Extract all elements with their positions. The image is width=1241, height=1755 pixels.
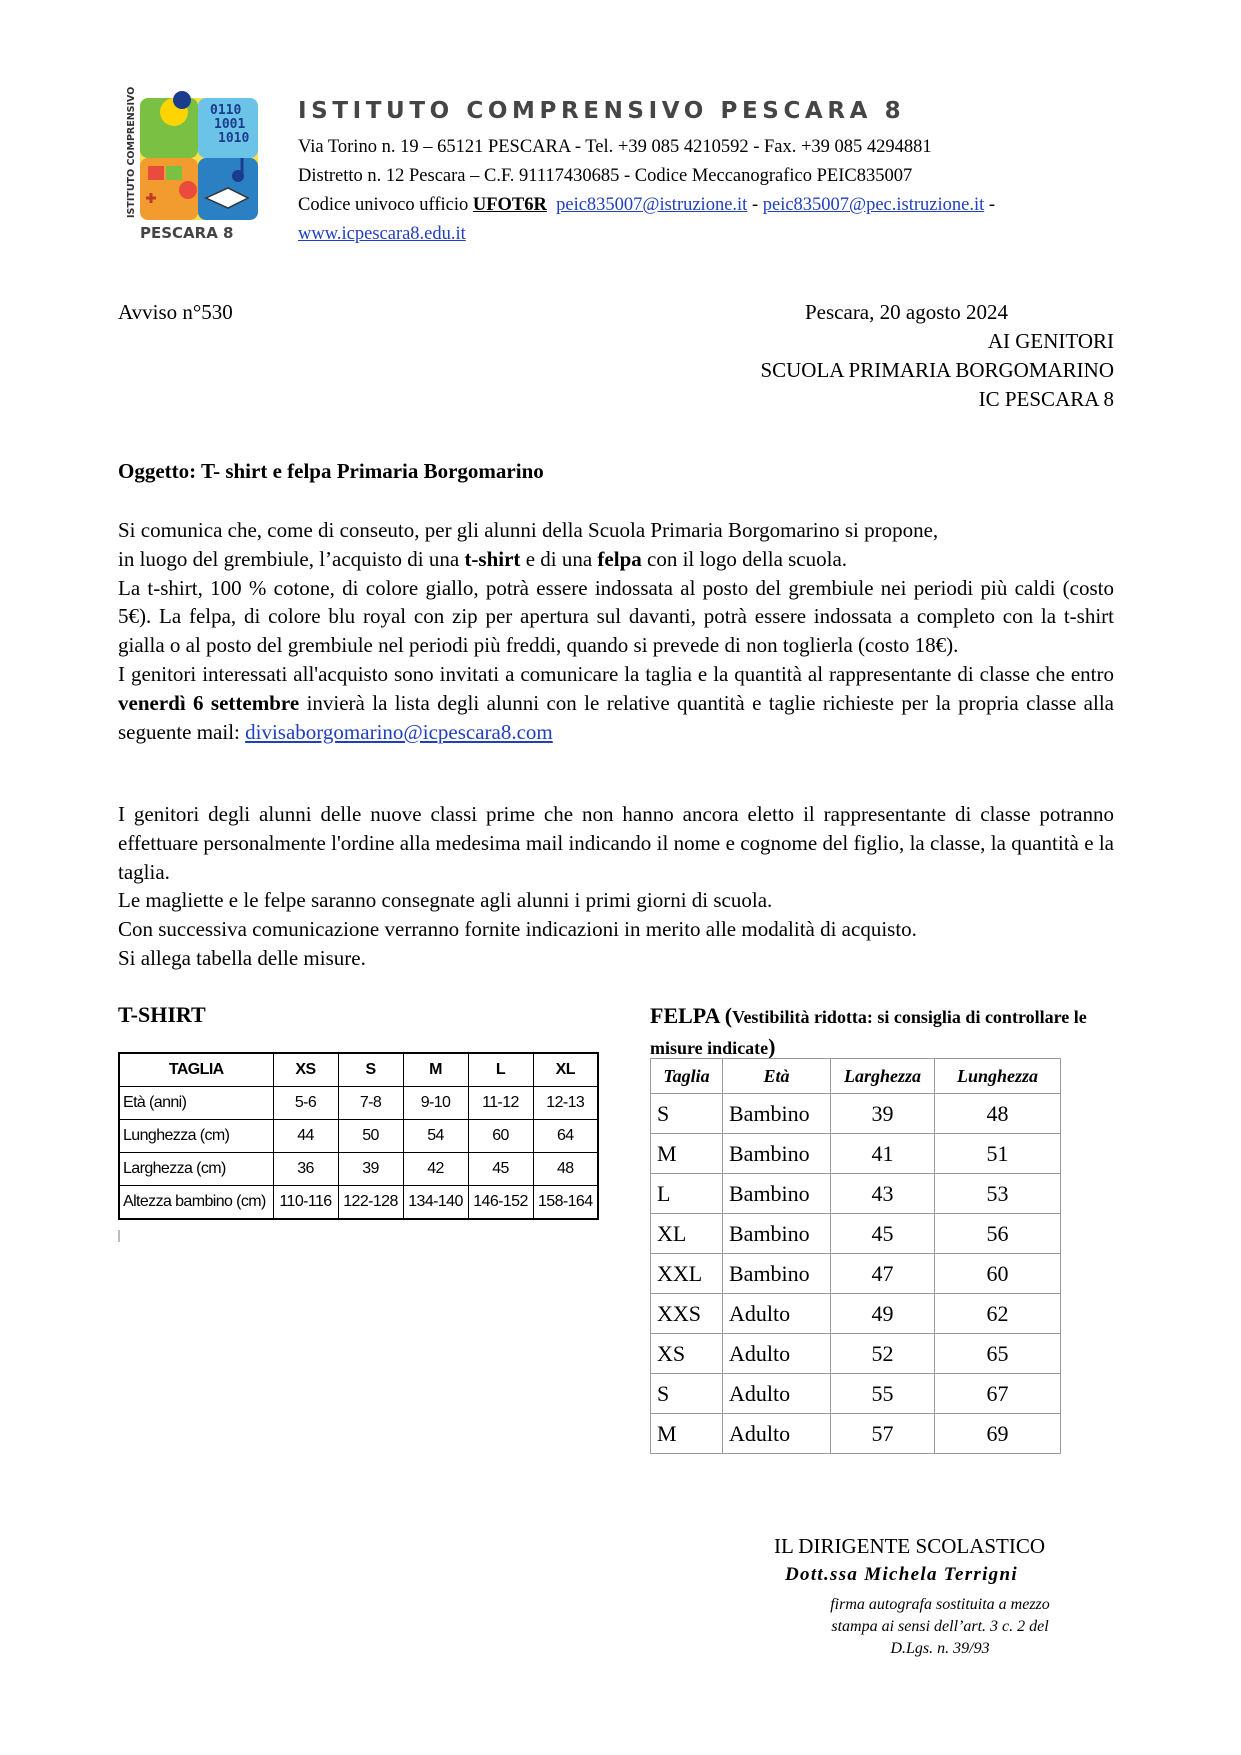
table-cell: 60 [935, 1254, 1061, 1294]
recipient-2: SCUOLA PRIMARIA BORGOMARINO [760, 358, 1114, 382]
table-cell: S [651, 1094, 723, 1134]
paragraph-4: I genitori degli alunni delle nuove classi prime che non hanno ancora eletto il rappresentante di classe potranno effettuare personalmente l'ordine alla medesima mail indicando il nome e cognome del figlio, la classe, la quantità e la taglia. [118, 802, 1114, 884]
table-cell: Adulto [723, 1414, 831, 1454]
p3-text: I genitori interessati all'acquisto sono invitati a comunicare la taglia e la quantità al rappresentante di classe che entro [118, 661, 1114, 686]
table-cell: 12-13 [533, 1087, 598, 1120]
website-line [298, 224, 466, 245]
table-row [119, 1153, 598, 1186]
codice-value: UFOT6R [472, 195, 547, 215]
table-cell: XL [651, 1214, 723, 1254]
paragraph-5: Le magliette e le felpe saranno consegnate agli alunni i primi giorni di scuola. [118, 888, 773, 913]
table-cell: 11-12 [468, 1087, 533, 1120]
deadline-bold: venerdì 6 settembre [118, 690, 300, 715]
table-row [651, 1414, 1061, 1454]
table-cell: 64 [533, 1120, 598, 1153]
tshirt-bold: t-shirt [464, 546, 521, 571]
paragraph-3 [118, 660, 1114, 746]
table-cell: XXL [651, 1254, 723, 1294]
table-row [651, 1094, 1061, 1134]
table-cell: Adulto [723, 1374, 831, 1414]
table-cell: 45 [468, 1153, 533, 1186]
table-edge-mark [118, 1230, 120, 1242]
table-cell: L [651, 1174, 723, 1214]
table-cell: 57 [831, 1414, 935, 1454]
table-cell: M [651, 1134, 723, 1174]
table-cell: Bambino [723, 1254, 831, 1294]
table-cell: 158-164 [533, 1186, 598, 1220]
table-cell: 43 [831, 1174, 935, 1214]
table-cell: 53 [935, 1174, 1061, 1214]
table-cell: Bambino [723, 1214, 831, 1254]
tshirt-title: T-SHIRT [118, 1002, 206, 1027]
table-cell: 39 [831, 1094, 935, 1134]
felpa-title-main: FELPA ( [650, 1003, 733, 1028]
table-cell: 5-6 [273, 1087, 338, 1120]
logo-arc-text: ISTITUTO COMPRENSIVO [126, 86, 137, 218]
p3-text-2: invierà la lista degli alunni con le relative quantità e taglie richieste per la propria classe alla seguente mail: [118, 690, 1114, 744]
table-cell: 36 [273, 1153, 338, 1186]
table-cell: 45 [831, 1214, 935, 1254]
table-row [651, 1294, 1061, 1334]
felpa-bold: felpa [597, 546, 642, 571]
felpa-title [650, 1002, 1090, 1064]
table-row [119, 1186, 598, 1220]
signature-note-line: firma autografa sostituita a mezzo [830, 1596, 1050, 1613]
logo-digits-3: 1010 [218, 131, 250, 146]
table-cell: 48 [533, 1153, 598, 1186]
website-link[interactable]: www.icpescara8.edu.it [298, 224, 466, 244]
paragraph-7: Si allega tabella delle misure. [118, 945, 366, 970]
table-cell: Bambino [723, 1134, 831, 1174]
table-cell: 42 [403, 1153, 468, 1186]
table-cell: 65 [935, 1334, 1061, 1374]
signature-note [795, 1594, 1085, 1660]
tshirt-header-cell: TAGLIA [119, 1053, 273, 1087]
logo-digits-2: 1001 [214, 117, 246, 132]
school-name: ISTITUTO COMPRENSIVO PESCARA 8 [298, 98, 906, 124]
table-cell: 48 [935, 1094, 1061, 1134]
tshirt-header-cell: M [403, 1053, 468, 1087]
table-row [651, 1334, 1061, 1374]
table-cell: Adulto [723, 1334, 831, 1374]
codice-label: Codice univoco ufficio [298, 195, 469, 215]
felpa-header-cell: Larghezza [831, 1059, 935, 1094]
table-cell: 44 [273, 1120, 338, 1153]
table-cell: 49 [831, 1294, 935, 1334]
signature-note-line: D.Lgs. n. 39/93 [890, 1640, 990, 1657]
signature-note-line: stampa ai sensi dell’art. 3 c. 2 del [831, 1618, 1049, 1635]
table-cell: 55 [831, 1374, 935, 1414]
table-cell: 51 [935, 1134, 1061, 1174]
table-cell: 50 [338, 1120, 403, 1153]
signatory-name: Dott.ssa Michela Terrigni [785, 1564, 1018, 1585]
felpa-size-table [650, 1058, 1061, 1454]
table-cell: 9-10 [403, 1087, 468, 1120]
logo-name: PESCARA 8 [140, 224, 234, 242]
table-cell: XXS [651, 1294, 723, 1334]
felpa-header-cell: Età [723, 1059, 831, 1094]
table-cell: 54 [403, 1120, 468, 1153]
table-cell: 41 [831, 1134, 935, 1174]
p1-text: in luogo del grembiule, l’acquisto di una [118, 546, 465, 571]
recipient-3: IC PESCARA 8 [978, 387, 1114, 411]
body-block-1 [118, 516, 1114, 746]
table-cell: 146-152 [468, 1186, 533, 1220]
tshirt-header-cell: L [468, 1053, 533, 1087]
address-line: Via Torino n. 19 – 65121 PESCARA - Tel. +39 085 4210592 - Fax. +39 085 4294881 [298, 137, 932, 157]
table-row [651, 1374, 1061, 1414]
table-cell: 52 [831, 1334, 935, 1374]
table-row [651, 1174, 1061, 1214]
logo-digits-1: 0110 [210, 103, 242, 118]
table-cell: 60 [468, 1120, 533, 1153]
paragraph-1a: Si comunica che, come di conseuto, per gli alunni della Scuola Primaria Borgomarino si propone, [118, 518, 939, 542]
table-cell: XS [651, 1334, 723, 1374]
table-row [119, 1087, 598, 1120]
table-cell: 56 [935, 1214, 1061, 1254]
table-cell: 122-128 [338, 1186, 403, 1220]
table-cell: Adulto [723, 1294, 831, 1334]
felpa-fit-note: Vestibilità ridotta: si consiglia di controllare le misure indicate [650, 1007, 1087, 1058]
row-label: Altezza bambino (cm) [119, 1186, 273, 1220]
table-cell: S [651, 1374, 723, 1414]
email-link[interactable]: peic835007@istruzione.it [556, 195, 748, 215]
school-logo [118, 78, 268, 248]
paragraph-2: La t-shirt, 100 % cotone, di colore giallo, potrà essere indossata al posto del grembiule nei periodi più caldi (costo 5€). La felpa, di colore blu royal con zip per apertura sul davanti, potrà essere indossata a completo con la t-shirt gialla o al posto del grembiule nel periodi più freddi, quando si prevede di non toglierla (costo 18€). [118, 575, 1114, 658]
separator-trail: - [988, 195, 996, 215]
felpa-title-close: ) [768, 1034, 776, 1059]
notice-number: Avviso n°530 [118, 300, 233, 324]
tshirt-header-row [119, 1053, 598, 1087]
p1-mid: e di una [520, 546, 598, 571]
table-cell: 110-116 [273, 1186, 338, 1220]
signatory-role: IL DIRIGENTE SCOLASTICO [774, 1534, 1046, 1558]
table-cell: 67 [935, 1374, 1061, 1414]
recipient-1: AI GENITORI [987, 329, 1114, 353]
row-label: Età (anni) [119, 1087, 273, 1120]
table-row [651, 1254, 1061, 1294]
table-row [651, 1214, 1061, 1254]
table-cell: 62 [935, 1294, 1061, 1334]
tshirt-size-table [118, 1052, 599, 1220]
felpa-header-cell: Lunghezza [935, 1059, 1061, 1094]
table-cell: 47 [831, 1254, 935, 1294]
table-cell: 7-8 [338, 1087, 403, 1120]
pec-link[interactable]: peic835007@pec.istruzione.it [762, 195, 985, 215]
table-cell: 39 [338, 1153, 403, 1186]
felpa-header-cell: Taglia [651, 1059, 723, 1094]
table-cell: Bambino [723, 1174, 831, 1214]
p1-end: con il logo della scuola. [641, 546, 848, 571]
body-block-2 [118, 800, 1114, 973]
tshirt-header-cell: XL [533, 1053, 598, 1087]
felpa-header-row [651, 1059, 1061, 1094]
tshirt-header-cell: S [338, 1053, 403, 1087]
tshirt-header-cell: XS [273, 1053, 338, 1087]
subject: Oggetto: T- shirt e felpa Primaria Borgomarino [118, 459, 544, 483]
table-row [651, 1134, 1061, 1174]
table-row [119, 1120, 598, 1153]
codice-line [298, 195, 995, 216]
table-cell: 134-140 [403, 1186, 468, 1220]
paragraph-1b [118, 545, 1114, 574]
district-line: Distretto n. 12 Pescara – C.F. 91117430685 - Codice Meccanografico PEIC835007 [298, 166, 913, 186]
paragraph-6: Con successiva comunicazione verranno fornite indicazioni in merito alle modalità di acquisto. [118, 917, 917, 942]
separator: - [751, 195, 759, 215]
table-cell: Bambino [723, 1094, 831, 1134]
order-email-link[interactable]: divisaborgomarino@icpescara8.com [245, 719, 553, 744]
row-label: Lunghezza (cm) [119, 1120, 273, 1153]
table-cell: 69 [935, 1414, 1061, 1454]
table-cell: M [651, 1414, 723, 1454]
notice-date: Pescara, 20 agosto 2024 [805, 300, 1008, 324]
row-label: Larghezza (cm) [119, 1153, 273, 1186]
